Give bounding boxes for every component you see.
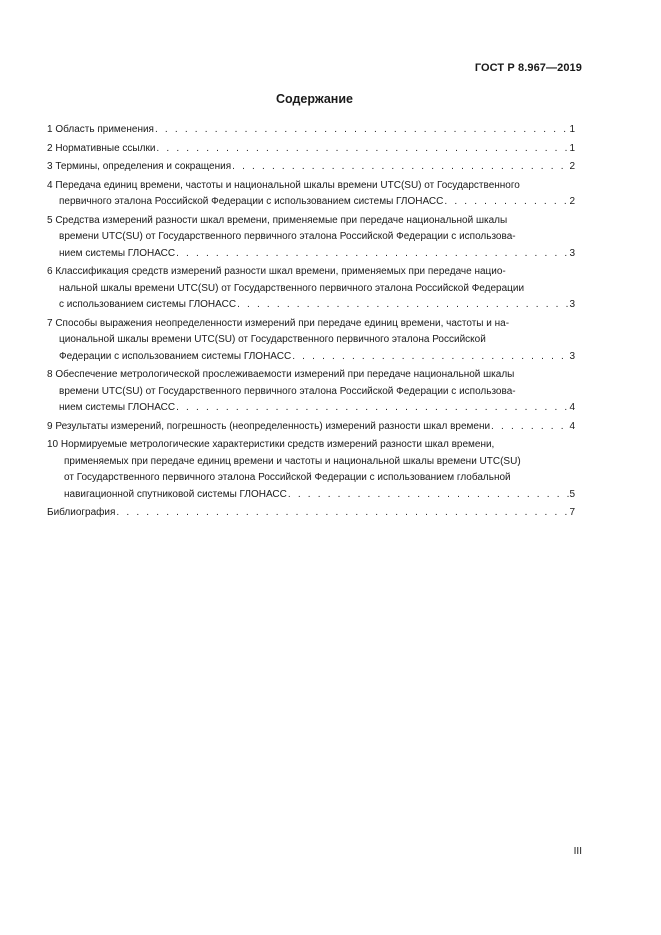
toc-entry-text: первичного эталона Российской Федерации с использованием системы ГЛОНАСС [59,196,444,207]
toc-entry-text: с использованием системы ГЛОНАСС [59,299,237,310]
leader-dots [287,487,570,504]
toc-page-number: 3 [569,350,575,362]
toc-entry-text: 3 Термины, определения и сокращения [47,161,232,172]
leader-dots [490,419,569,436]
leader-dots [154,122,569,139]
leader-dots [231,159,569,176]
toc-page-number: 1 [569,142,575,154]
toc-page-number: 3 [569,299,575,310]
toc-entry-text: нальной шкалы времени UTC(SU) от Государственного первичного эталона Российской Федерации [59,282,525,294]
toc-entry-text: от Государственного первичного эталона Российской Федерации с использованием глобальной [64,472,511,483]
toc-entry[interactable] [47,316,575,366]
page-number: III [573,846,582,857]
toc-entry-text: 10 Нормируемые метрологические характеристики средств измерений разности шкал времени, [47,439,495,450]
toc-entry-text: 6 Классификация средств измерений разности шкал времени, применяемых при передаче нацио- [47,266,506,277]
toc-entry-text: навигационной спутниковой системы ГЛОНАСС [64,488,287,500]
toc-entry-text: времени UTC(SU) от Государственного первичного эталона Российской Федерации с использова- [59,231,516,242]
toc-page-number: 1 [569,124,575,135]
toc-page-number: 2 [569,161,575,172]
toc-entry-text: 2 Нормативные ссылки [47,142,156,154]
leader-dots [155,141,569,158]
toc-entry-text: Федерации с использованием системы ГЛОНАСС [59,350,292,362]
toc-page-number: 4 [569,420,575,432]
toc-entry-text: 4 Передача единиц времени, частоты и национальной шкалы времени UTC(SU) от Государственного [47,179,520,191]
toc-page-number: 7 [569,507,575,518]
toc-entry[interactable] [47,264,575,314]
leader-dots [291,349,569,366]
toc-entry-bibliography[interactable] [47,505,575,522]
leader-dots [443,194,569,211]
toc-entry-text: 5 Средства измерений разности шкал времени, применяемые при передаче национальной шкалы [47,214,508,226]
leader-dots [236,297,569,314]
toc-entry-text: нием системы ГЛОНАСС [59,402,176,413]
toc-entry-text: времени UTC(SU) от Государственного первичного эталона Российской Федерации с использова- [59,385,516,397]
toc-page-number: 3 [569,247,575,259]
page-title: Содержание [275,92,353,106]
toc-entry[interactable] [47,437,575,503]
toc-entry-text: циональной шкалы времени UTC(SU) от Государственного первичного эталона Российской [59,334,486,345]
toc-entry-text: 7 Способы выражения неопределенности измерений при передаче единиц времени, частоты и на- [47,317,510,329]
toc-entry[interactable] [47,141,575,158]
toc-entry-text: 8 Обеспечение метрологической прослеживаемости измерений при передаче национальной шкалы [47,369,515,380]
table-of-contents [47,122,575,524]
toc-page-number: 5 [569,488,575,500]
leader-dots [175,400,569,417]
toc-entry-text: 1 Область применения [47,124,154,135]
toc-entry[interactable] [47,419,575,436]
leader-dots [115,505,569,522]
toc-entry[interactable] [47,159,575,176]
toc-entry[interactable] [47,178,575,211]
toc-entry[interactable] [47,122,575,139]
toc-page-number: 4 [569,402,575,413]
document-code: ГОСТ Р 8.967—2019 [474,62,582,74]
toc-entry[interactable] [47,367,575,417]
toc-entry-text: Библиография [47,507,116,518]
toc-entry[interactable] [47,213,575,263]
leader-dots [175,246,569,263]
toc-page-number: 2 [569,196,575,207]
toc-entry-text: 9 Результаты измерений, погрешность (неопределенность) измерений разности шкал времени [47,420,491,432]
toc-entry-text: применяемых при передаче единиц времени и частоты и национальной шкалы времени UTC(SU) [64,455,521,467]
toc-entry-text: нием системы ГЛОНАСС [59,247,176,259]
